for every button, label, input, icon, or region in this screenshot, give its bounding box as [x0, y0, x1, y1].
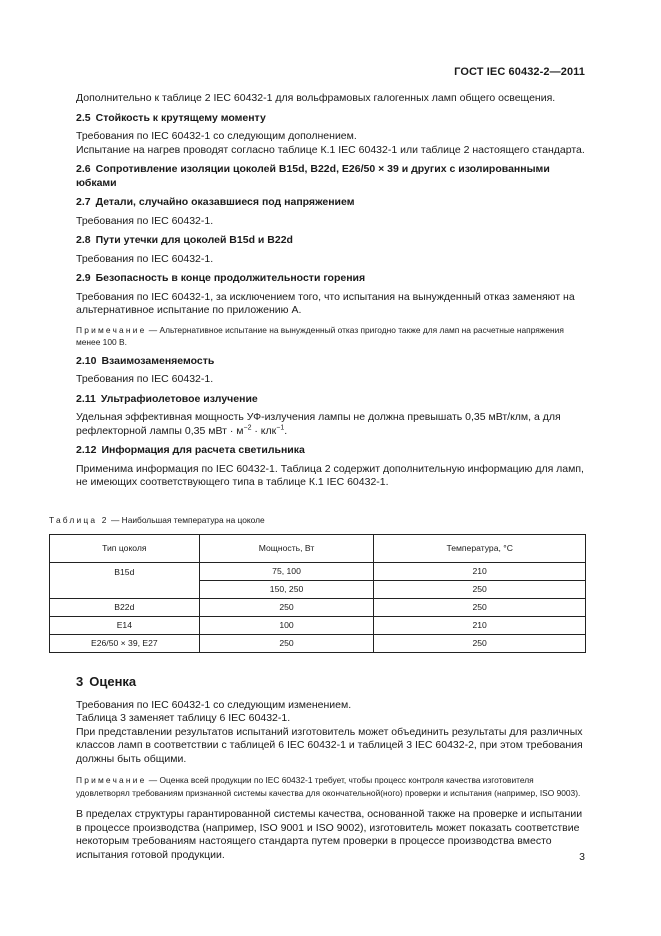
section-2-8-heading [76, 234, 585, 248]
section-title: Оценка [89, 674, 137, 689]
section-number: 2.12 [76, 444, 97, 456]
table-cell: 150, 250 [199, 581, 374, 599]
section-number: 3 [76, 674, 84, 689]
intro-paragraph: Дополнительно к таблице 2 IEC 60432-1 для вольфрамовых галогенных ламп общего освещения. [76, 92, 556, 104]
section-2-12-heading [76, 444, 585, 458]
table-cell: E14 [50, 617, 200, 635]
section-title: Информация для расчета светильника [101, 444, 305, 456]
column-header: Тип цоколя [50, 535, 200, 563]
section-2-6-heading [76, 163, 585, 190]
table-cell: 250 [199, 635, 374, 653]
table-caption-text: — Наибольшая температура на цоколе [108, 514, 265, 525]
page-number: 3 [579, 851, 585, 863]
section-2-9-heading [76, 272, 585, 286]
note-label: Примечание [76, 324, 147, 335]
column-header: Мощность, Вт [199, 535, 374, 563]
section-3-paragraph: В пределах структуры гарантированной системы качества, основанной также на проверке и испытании в процессе производства (например, ISO 9001 и ISO 9002), изготовитель может показать соответствие некоторым требованиям настоящего стандарта путем проверки в процессе производства вместо испытания готовой продукции. [76, 808, 583, 861]
table-cell: 210 [374, 617, 586, 635]
section-3-paragraph: Требования по IEC 60432-1 со следующим изменением. [76, 698, 352, 711]
table-row [50, 617, 586, 635]
table-cell: 250 [374, 635, 586, 653]
superscript: −1 [276, 424, 285, 431]
section-number: 2.6 [76, 163, 91, 175]
table-cell: 250 [374, 581, 586, 599]
section-2-11-paragraph [76, 411, 585, 438]
table-cell: 250 [199, 599, 374, 617]
table-caption-label: Таблица 2 [49, 514, 109, 525]
table-cell: 100 [199, 617, 374, 635]
table-row [50, 635, 586, 653]
superscript: −2 [243, 424, 252, 431]
uv-text-part: Удельная эффективная мощность УФ-излучения лампы не должна превышать 0,35 мВт/клм, а для рефлекторной лампы 0,35 мВт · м [76, 411, 561, 437]
note-text: — Оценка всей продукции по IEC 60432-1 требует, чтобы процесс контроля качества изготовителя удовлетворял требованиям признанной системы качества для окончательной(ного) проверки и испытания (например, ISO 9003). [76, 775, 581, 798]
table-row [50, 599, 586, 617]
table-header-row [50, 535, 586, 563]
section-title: Безопасность в конце продолжительности горения [95, 272, 366, 284]
section-number: 2.8 [76, 234, 91, 246]
section-3-heading [76, 675, 585, 689]
note-label: Примечание [76, 775, 147, 785]
section-2-12-paragraph: Применима информация по IEC 60432-1. Таблица 2 содержит дополнительную информацию для ламп, не имеющих соответствующего типа в таблице К.1 IEC 60432-1. [76, 462, 584, 488]
table-cell: 75, 100 [199, 563, 374, 581]
table-cell: B15d [50, 563, 200, 599]
section-2-11-heading [76, 393, 585, 407]
note-text: — Альтернативное испытание на вынужденный отказ пригодно также для ламп на расчетные напряжения менее 100 В. [76, 324, 564, 347]
table-cell: E26/50 × 39, E27 [50, 635, 200, 653]
section-3-note [76, 774, 585, 799]
uv-text-part: · клк [251, 424, 277, 437]
document-header: ГОСТ IEC 60432-2—2011 [454, 66, 585, 78]
document-body [49, 92, 585, 862]
base-temperature-table [49, 534, 586, 653]
section-title: Сопротивление изоляции цоколей B15d, B22d, E26/50 × 39 и других с изолированными юбками [76, 163, 550, 189]
section-title: Стойкость к крутящему моменту [95, 111, 266, 124]
section-3-paragraph: При представлении результатов испытаний изготовитель может объединить результаты для различных классов ламп в соответствии с таблицей 6 IEC 60432-1 и таблицей 3 IEC 60432-2, при этом требования должны быть общими. [76, 725, 583, 765]
section-2-5-paragraph: Испытание на нагрев проводят согласно таблице К.1 IEC 60432-1 или таблице 2 настоящего стандарта. [76, 143, 585, 156]
column-header: Температура, °С [374, 535, 586, 563]
table-row [50, 563, 586, 581]
section-2-5-paragraph: Требования по IEC 60432-1 со следующим дополнением. [76, 130, 357, 142]
table-cell: B22d [50, 599, 200, 617]
uv-text-part: . [284, 424, 288, 437]
table-cell: 210 [374, 563, 586, 581]
section-2-9-paragraph: Требования по IEC 60432-1, за исключением того, что испытания на вынужденный отказ заменяют на альтернативное испытание по приложению А. [76, 290, 575, 316]
table-cell: 250 [374, 599, 586, 617]
section-title: Ультрафиолетовое излучение [100, 392, 258, 405]
section-number: 2.11 [76, 392, 96, 405]
section-2-7-heading [76, 196, 585, 210]
table-caption [49, 514, 585, 528]
section-3-paragraph: Таблица 3 заменяет таблицу 6 IEC 60432-1. [76, 712, 291, 724]
section-2-9-note [76, 324, 585, 349]
section-number: 2.5 [76, 111, 91, 124]
section-2-7-paragraph: Требования по IEC 60432-1. [76, 214, 214, 227]
section-number: 2.10 [76, 354, 97, 367]
section-title: Детали, случайно оказавшиеся под напряжением [95, 196, 355, 208]
section-title: Взаимозаменяемость [101, 354, 215, 367]
section-2-10-heading [76, 355, 585, 369]
section-2-10-paragraph: Требования по IEC 60432-1. [76, 373, 214, 385]
section-title: Пути утечки для цоколей B15d и B22d [95, 234, 293, 246]
section-number: 2.7 [76, 196, 91, 208]
section-2-8-paragraph: Требования по IEC 60432-1. [76, 252, 214, 265]
section-2-5-heading [76, 112, 585, 126]
section-number: 2.9 [76, 272, 91, 284]
